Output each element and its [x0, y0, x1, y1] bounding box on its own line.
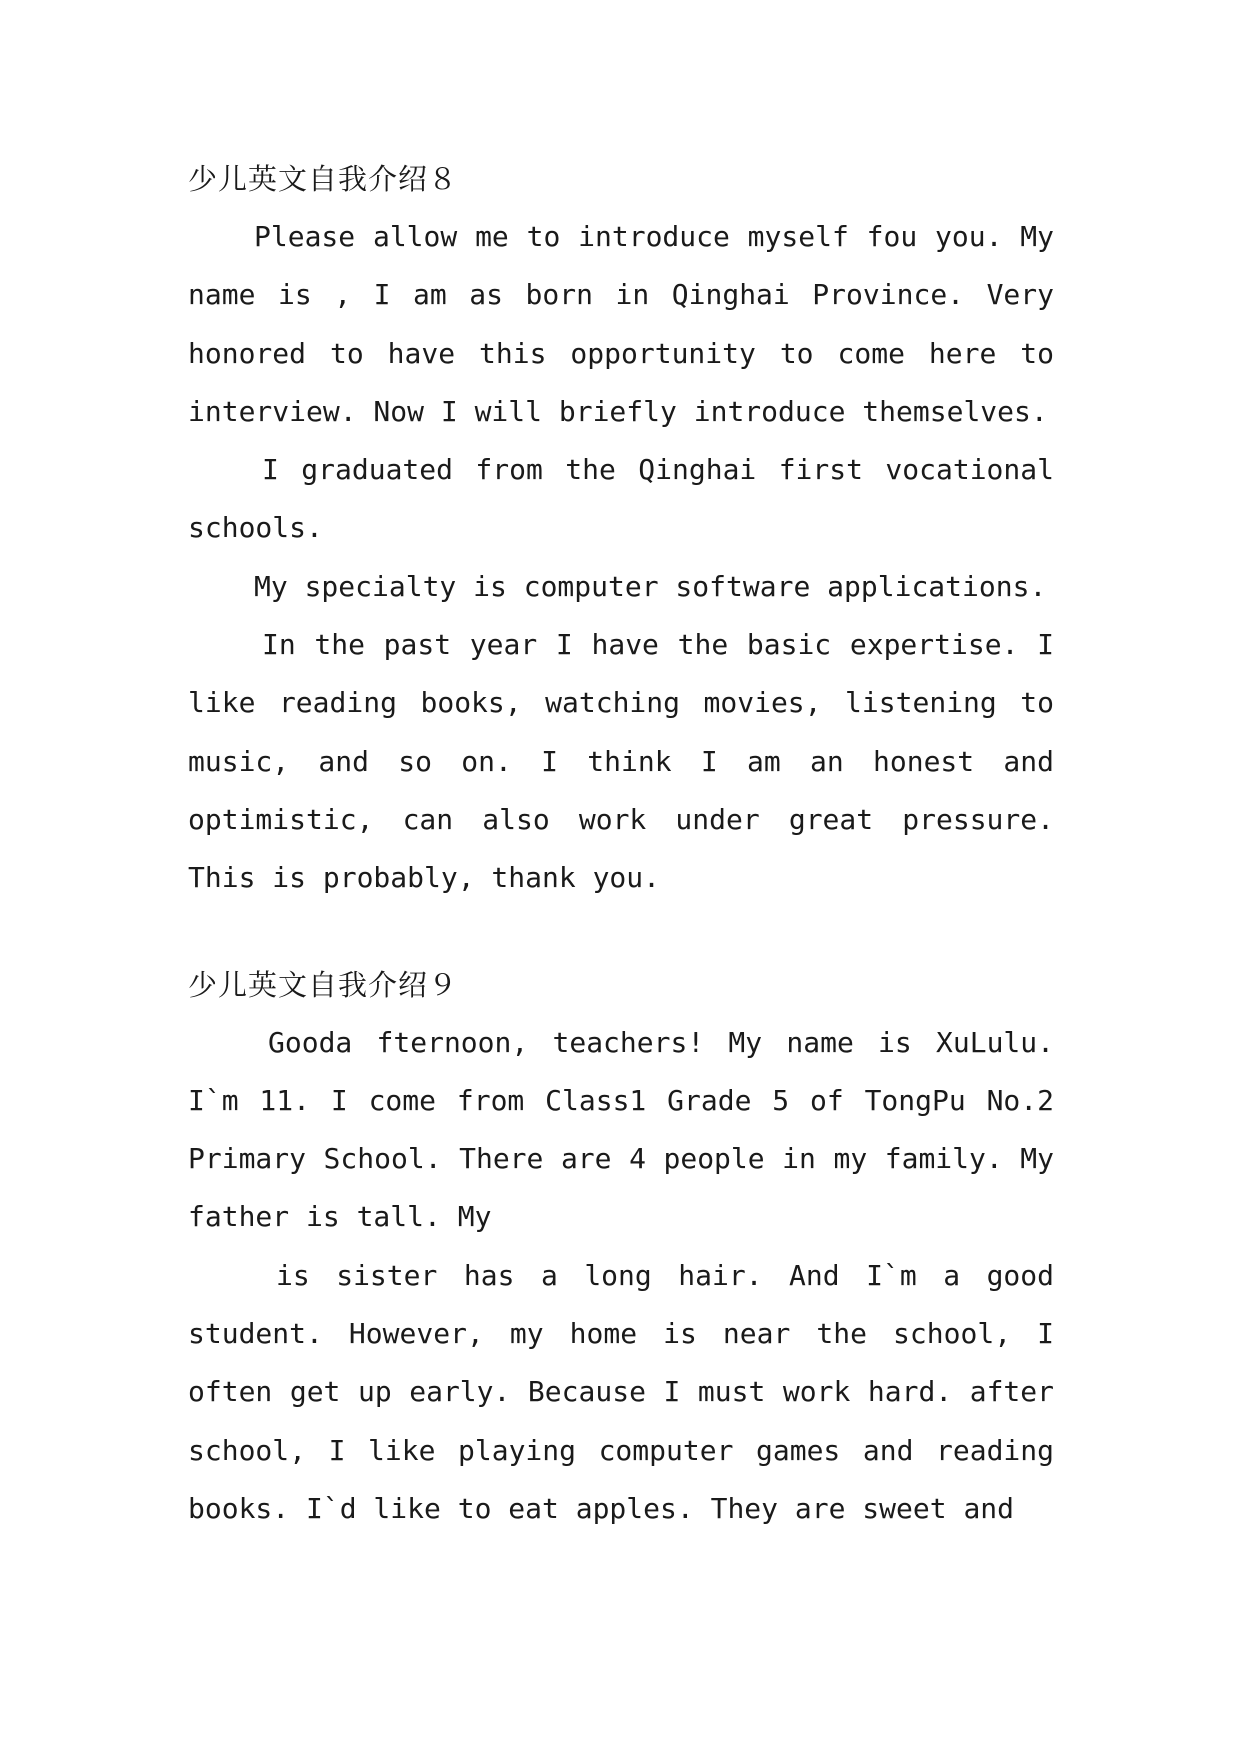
- paragraph: Gooda fternoon, teachers! My name is XuLulu. I`m 11. I come from Class1 Grade 5 of TongPu No.2 Primary School. There are 4 people in my family. My father is tall. My: [188, 1025, 1054, 1234]
- paragraph: I graduated from the Qinghai first vocational schools.: [188, 453, 1054, 545]
- paragraph: My specialty is computer software applications.: [254, 569, 1047, 603]
- document-body: [188, 150, 1054, 1538]
- section-spacer: [188, 908, 1054, 956]
- paragraph: Please allow me to introduce myself fou you. My name is , I am as born in Qinghai Province. Very honored to have this opportunity to come here to interview. Now I will briefly introduce themselves.: [188, 220, 1054, 428]
- paragraph: is sister has a long hair. And I`m a good student. However, my home is near the school, I often get up early. Because I must work hard. after school, I like playing computer games and reading books. I`d like to eat apples. They are sweet and: [188, 1258, 1054, 1525]
- section-9: [188, 956, 1054, 1539]
- section-8: [188, 150, 1054, 908]
- paragraph: In the past year I have the basic expertise. I like reading books, watching movies, listening to music, and so on. I think I am an honest and optimistic, can also work under great pressure. This is probably, thank you.: [188, 628, 1054, 895]
- section-heading: 少儿英文自我介绍９: [188, 967, 459, 1002]
- section-heading: 少儿英文自我介绍８: [188, 162, 459, 196]
